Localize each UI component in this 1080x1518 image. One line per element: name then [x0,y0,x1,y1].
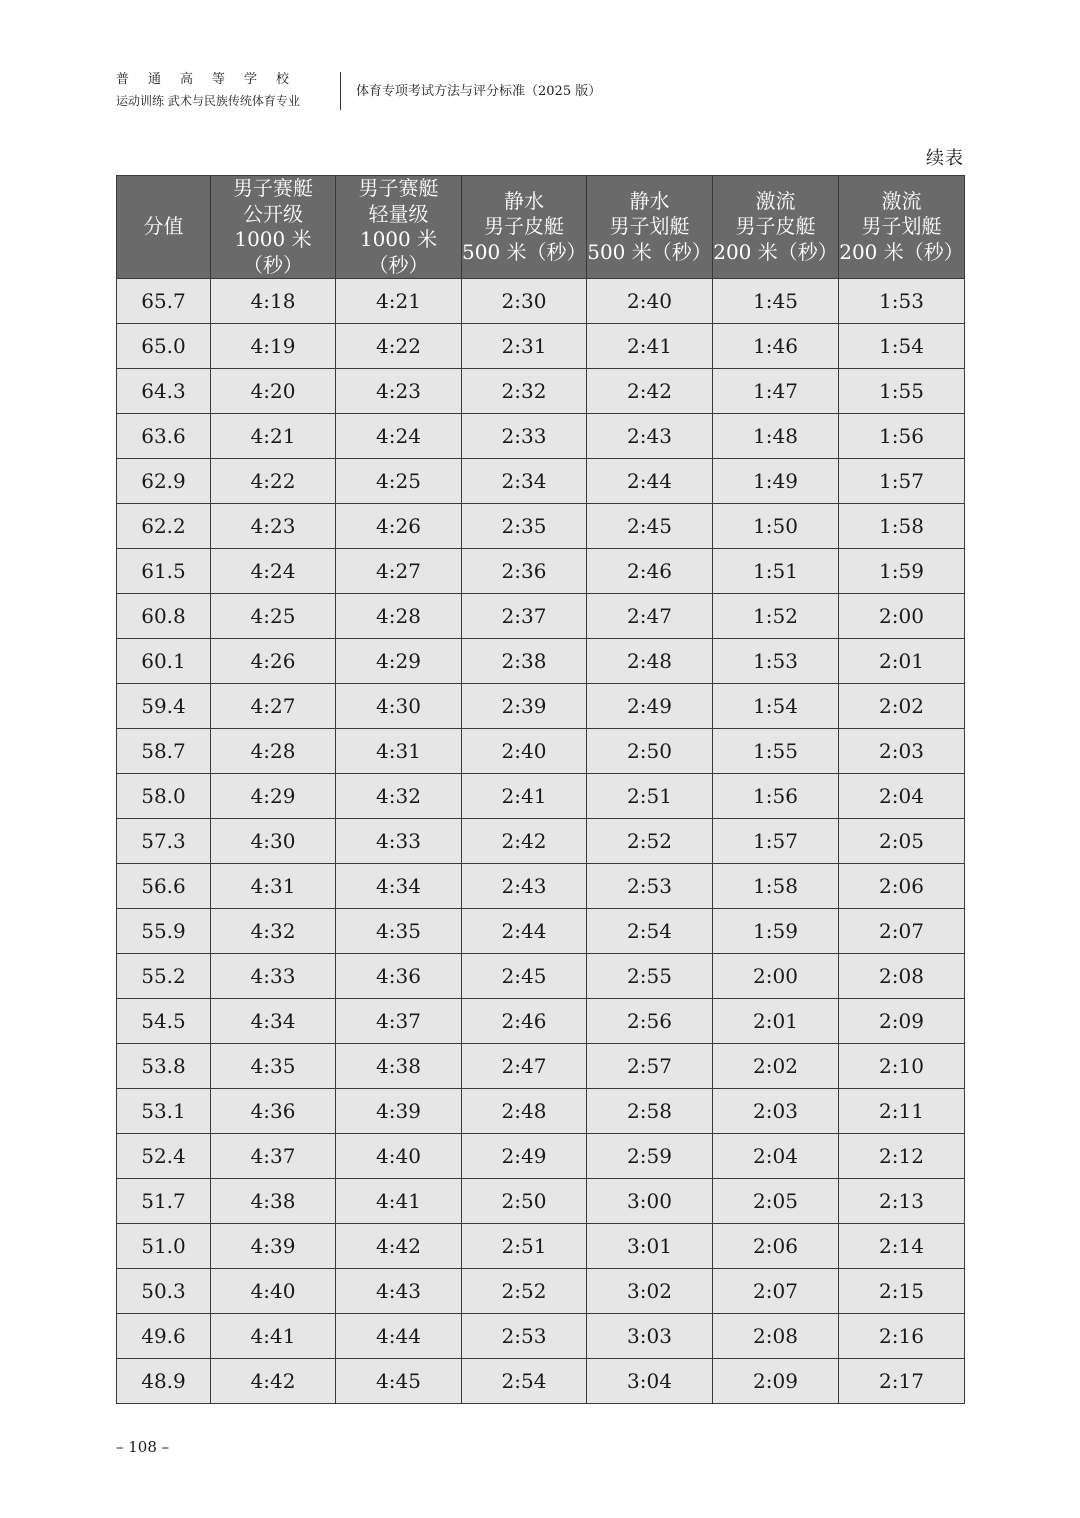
score-cell: 63.6 [117,414,211,459]
slalom-kayak-cell: 1:51 [713,549,839,594]
flatwater-kayak-cell: 2:41 [462,774,587,819]
rowing-open-cell: 4:41 [211,1314,336,1359]
slalom-canoe-cell: 1:56 [839,414,965,459]
flatwater-canoe-cell: 2:45 [587,504,713,549]
slalom-kayak-cell: 1:57 [713,819,839,864]
rowing-open-cell: 4:23 [211,504,336,549]
flatwater-canoe-cell: 2:41 [587,324,713,369]
rowing-lightweight-cell: 4:24 [336,414,462,459]
slalom-kayak-cell: 1:52 [713,594,839,639]
flatwater-kayak-cell: 2:31 [462,324,587,369]
slalom-canoe-cell: 2:09 [839,999,965,1044]
table-row [117,1359,965,1404]
score-cell: 58.7 [117,729,211,774]
rowing-lightweight-cell: 4:38 [336,1044,462,1089]
table-row [117,414,965,459]
slalom-kayak-cell: 1:48 [713,414,839,459]
slalom-canoe-cell: 2:05 [839,819,965,864]
score-cell: 58.0 [117,774,211,819]
slalom-kayak-cell: 2:05 [713,1179,839,1224]
header-book-title: 体育专项考试方法与评分标准（2025 版） [356,84,602,99]
rowing-open-cell: 4:21 [211,414,336,459]
rowing-lightweight-cell: 4:41 [336,1179,462,1224]
slalom-kayak-cell: 1:54 [713,684,839,729]
table-row [117,369,965,414]
slalom-canoe-cell: 2:08 [839,954,965,999]
score-cell: 49.6 [117,1314,211,1359]
score-cell: 62.2 [117,504,211,549]
rowing-lightweight-cell: 4:44 [336,1314,462,1359]
slalom-kayak-cell: 1:49 [713,459,839,504]
rowing-lightweight-cell: 4:34 [336,864,462,909]
rowing-lightweight-cell: 4:43 [336,1269,462,1314]
score-cell: 54.5 [117,999,211,1044]
flatwater-canoe-cell: 2:44 [587,459,713,504]
slalom-canoe-cell: 1:59 [839,549,965,594]
rowing-open-cell: 4:19 [211,324,336,369]
score-cell: 50.3 [117,1269,211,1314]
rowing-open-cell: 4:29 [211,774,336,819]
flatwater-kayak-cell: 2:45 [462,954,587,999]
rowing-open-cell: 4:37 [211,1134,336,1179]
slalom-canoe-cell: 1:58 [839,504,965,549]
continued-label: 续表 [926,148,964,169]
rowing-open-cell: 4:18 [211,279,336,324]
slalom-canoe-cell: 2:12 [839,1134,965,1179]
slalom-canoe-cell: 1:57 [839,459,965,504]
rowing-lightweight-cell: 4:31 [336,729,462,774]
score-cell: 62.9 [117,459,211,504]
flatwater-kayak-cell: 2:54 [462,1359,587,1404]
table-row [117,1269,965,1314]
flatwater-canoe-cell: 3:00 [587,1179,713,1224]
header-school-name: 普通高等学校 [116,72,309,87]
slalom-canoe-cell: 2:17 [839,1359,965,1404]
score-cell: 52.4 [117,1134,211,1179]
table-row [117,909,965,954]
table-row [117,864,965,909]
score-cell: 64.3 [117,369,211,414]
score-cell: 56.6 [117,864,211,909]
table-row [117,684,965,729]
flatwater-kayak-cell: 2:39 [462,684,587,729]
rowing-open-cell: 4:20 [211,369,336,414]
column-header-slalom-canoe: 激流 男子划艇 200 米（秒） [839,176,965,279]
flatwater-canoe-cell: 2:42 [587,369,713,414]
rowing-open-cell: 4:28 [211,729,336,774]
table-row [117,1044,965,1089]
slalom-kayak-cell: 2:00 [713,954,839,999]
flatwater-kayak-cell: 2:52 [462,1269,587,1314]
flatwater-kayak-cell: 2:36 [462,549,587,594]
slalom-kayak-cell: 1:59 [713,909,839,954]
rowing-open-cell: 4:34 [211,999,336,1044]
rowing-lightweight-cell: 4:39 [336,1089,462,1134]
flatwater-canoe-cell: 2:50 [587,729,713,774]
page-number: – 108 – [116,1438,170,1456]
flatwater-kayak-cell: 2:32 [462,369,587,414]
rowing-lightweight-cell: 4:33 [336,819,462,864]
flatwater-kayak-cell: 2:50 [462,1179,587,1224]
column-header-score: 分值 [117,176,211,279]
rowing-open-cell: 4:39 [211,1224,336,1269]
slalom-canoe-cell: 2:06 [839,864,965,909]
flatwater-canoe-cell: 2:49 [587,684,713,729]
score-cell: 60.1 [117,639,211,684]
flatwater-canoe-cell: 2:40 [587,279,713,324]
column-header-rowing-lightweight: 男子赛艇 轻量级 1000 米（秒） [336,176,462,279]
score-cell: 60.8 [117,594,211,639]
running-header-left [116,70,328,112]
score-cell: 65.7 [117,279,211,324]
flatwater-canoe-cell: 2:51 [587,774,713,819]
table-row [117,504,965,549]
table-row [117,279,965,324]
table-row [117,639,965,684]
score-cell: 65.0 [117,324,211,369]
flatwater-canoe-cell: 2:53 [587,864,713,909]
slalom-kayak-cell: 2:02 [713,1044,839,1089]
score-cell: 61.5 [117,549,211,594]
table-row [117,1224,965,1269]
slalom-kayak-cell: 1:58 [713,864,839,909]
column-header-flatwater-kayak: 静水 男子皮艇 500 米（秒） [462,176,587,279]
header-divider [340,72,341,110]
score-cell: 53.1 [117,1089,211,1134]
slalom-kayak-cell: 2:01 [713,999,839,1044]
flatwater-kayak-cell: 2:42 [462,819,587,864]
flatwater-kayak-cell: 2:49 [462,1134,587,1179]
rowing-open-cell: 4:35 [211,1044,336,1089]
slalom-canoe-cell: 2:11 [839,1089,965,1134]
rowing-open-cell: 4:33 [211,954,336,999]
table-row [117,324,965,369]
rowing-lightweight-cell: 4:32 [336,774,462,819]
score-cell: 57.3 [117,819,211,864]
rowing-open-cell: 4:22 [211,459,336,504]
flatwater-canoe-cell: 2:58 [587,1089,713,1134]
score-cell: 55.9 [117,909,211,954]
rowing-lightweight-cell: 4:30 [336,684,462,729]
table-header [117,176,965,279]
slalom-canoe-cell: 2:10 [839,1044,965,1089]
rowing-lightweight-cell: 4:42 [336,1224,462,1269]
slalom-kayak-cell: 1:45 [713,279,839,324]
score-cell: 53.8 [117,1044,211,1089]
slalom-kayak-cell: 2:03 [713,1089,839,1134]
rowing-lightweight-cell: 4:25 [336,459,462,504]
rowing-lightweight-cell: 4:29 [336,639,462,684]
slalom-kayak-cell: 2:09 [713,1359,839,1404]
table-row [117,549,965,594]
score-cell: 59.4 [117,684,211,729]
rowing-lightweight-cell: 4:45 [336,1359,462,1404]
table-row [117,729,965,774]
slalom-kayak-cell: 1:47 [713,369,839,414]
header-major-name: 运动训练 武术与民族传统体育专业 [116,94,300,108]
flatwater-kayak-cell: 2:35 [462,504,587,549]
table-row [117,1134,965,1179]
flatwater-canoe-cell: 2:46 [587,549,713,594]
rowing-lightweight-cell: 4:22 [336,324,462,369]
slalom-canoe-cell: 1:53 [839,279,965,324]
column-header-rowing-open: 男子赛艇 公开级 1000 米（秒） [211,176,336,279]
rowing-lightweight-cell: 4:40 [336,1134,462,1179]
flatwater-canoe-cell: 3:01 [587,1224,713,1269]
flatwater-canoe-cell: 3:03 [587,1314,713,1359]
flatwater-canoe-cell: 2:54 [587,909,713,954]
flatwater-canoe-cell: 2:55 [587,954,713,999]
flatwater-canoe-cell: 2:48 [587,639,713,684]
rowing-lightweight-cell: 4:35 [336,909,462,954]
flatwater-canoe-cell: 3:04 [587,1359,713,1404]
table-row [117,954,965,999]
slalom-kayak-cell: 1:56 [713,774,839,819]
table-row [117,1179,965,1224]
rowing-open-cell: 4:25 [211,594,336,639]
rowing-open-cell: 4:26 [211,639,336,684]
flatwater-kayak-cell: 2:44 [462,909,587,954]
rowing-lightweight-cell: 4:26 [336,504,462,549]
table-row [117,1089,965,1134]
score-cell: 48.9 [117,1359,211,1404]
slalom-canoe-cell: 2:04 [839,774,965,819]
slalom-canoe-cell: 2:03 [839,729,965,774]
flatwater-canoe-cell: 2:59 [587,1134,713,1179]
score-table [116,175,965,1404]
slalom-kayak-cell: 1:55 [713,729,839,774]
flatwater-canoe-cell: 2:43 [587,414,713,459]
column-header-slalom-kayak: 激流 男子皮艇 200 米（秒） [713,176,839,279]
rowing-open-cell: 4:42 [211,1359,336,1404]
rowing-lightweight-cell: 4:27 [336,549,462,594]
flatwater-kayak-cell: 2:43 [462,864,587,909]
slalom-canoe-cell: 2:15 [839,1269,965,1314]
flatwater-kayak-cell: 2:30 [462,279,587,324]
slalom-canoe-cell: 1:55 [839,369,965,414]
rowing-lightweight-cell: 4:23 [336,369,462,414]
flatwater-canoe-cell: 2:57 [587,1044,713,1089]
slalom-kayak-cell: 2:08 [713,1314,839,1359]
slalom-canoe-cell: 2:07 [839,909,965,954]
slalom-canoe-cell: 2:00 [839,594,965,639]
slalom-kayak-cell: 1:53 [713,639,839,684]
table-row [117,774,965,819]
flatwater-kayak-cell: 2:51 [462,1224,587,1269]
flatwater-kayak-cell: 2:40 [462,729,587,774]
rowing-open-cell: 4:27 [211,684,336,729]
slalom-canoe-cell: 2:01 [839,639,965,684]
slalom-kayak-cell: 2:07 [713,1269,839,1314]
rowing-open-cell: 4:38 [211,1179,336,1224]
flatwater-canoe-cell: 2:56 [587,999,713,1044]
slalom-canoe-cell: 2:14 [839,1224,965,1269]
flatwater-kayak-cell: 2:34 [462,459,587,504]
rowing-open-cell: 4:32 [211,909,336,954]
table-row [117,459,965,504]
flatwater-kayak-cell: 2:53 [462,1314,587,1359]
flatwater-canoe-cell: 2:47 [587,594,713,639]
rowing-open-cell: 4:31 [211,864,336,909]
rowing-open-cell: 4:30 [211,819,336,864]
score-cell: 51.0 [117,1224,211,1269]
slalom-kayak-cell: 1:46 [713,324,839,369]
flatwater-kayak-cell: 2:47 [462,1044,587,1089]
flatwater-kayak-cell: 2:46 [462,999,587,1044]
flatwater-kayak-cell: 2:48 [462,1089,587,1134]
slalom-kayak-cell: 2:06 [713,1224,839,1269]
rowing-open-cell: 4:24 [211,549,336,594]
flatwater-kayak-cell: 2:37 [462,594,587,639]
slalom-canoe-cell: 1:54 [839,324,965,369]
table-header-row [117,176,965,279]
flatwater-kayak-cell: 2:38 [462,639,587,684]
table-body [117,279,965,1404]
slalom-kayak-cell: 2:04 [713,1134,839,1179]
table-row [117,999,965,1044]
rowing-lightweight-cell: 4:21 [336,279,462,324]
rowing-lightweight-cell: 4:36 [336,954,462,999]
score-cell: 51.7 [117,1179,211,1224]
rowing-open-cell: 4:36 [211,1089,336,1134]
score-cell: 55.2 [117,954,211,999]
column-header-flatwater-canoe: 静水 男子划艇 500 米（秒） [587,176,713,279]
flatwater-kayak-cell: 2:33 [462,414,587,459]
rowing-lightweight-cell: 4:37 [336,999,462,1044]
table-row [117,819,965,864]
rowing-open-cell: 4:40 [211,1269,336,1314]
slalom-canoe-cell: 2:02 [839,684,965,729]
flatwater-canoe-cell: 3:02 [587,1269,713,1314]
flatwater-canoe-cell: 2:52 [587,819,713,864]
table-row [117,1314,965,1359]
slalom-canoe-cell: 2:16 [839,1314,965,1359]
slalom-kayak-cell: 1:50 [713,504,839,549]
rowing-lightweight-cell: 4:28 [336,594,462,639]
slalom-canoe-cell: 2:13 [839,1179,965,1224]
table-row [117,594,965,639]
